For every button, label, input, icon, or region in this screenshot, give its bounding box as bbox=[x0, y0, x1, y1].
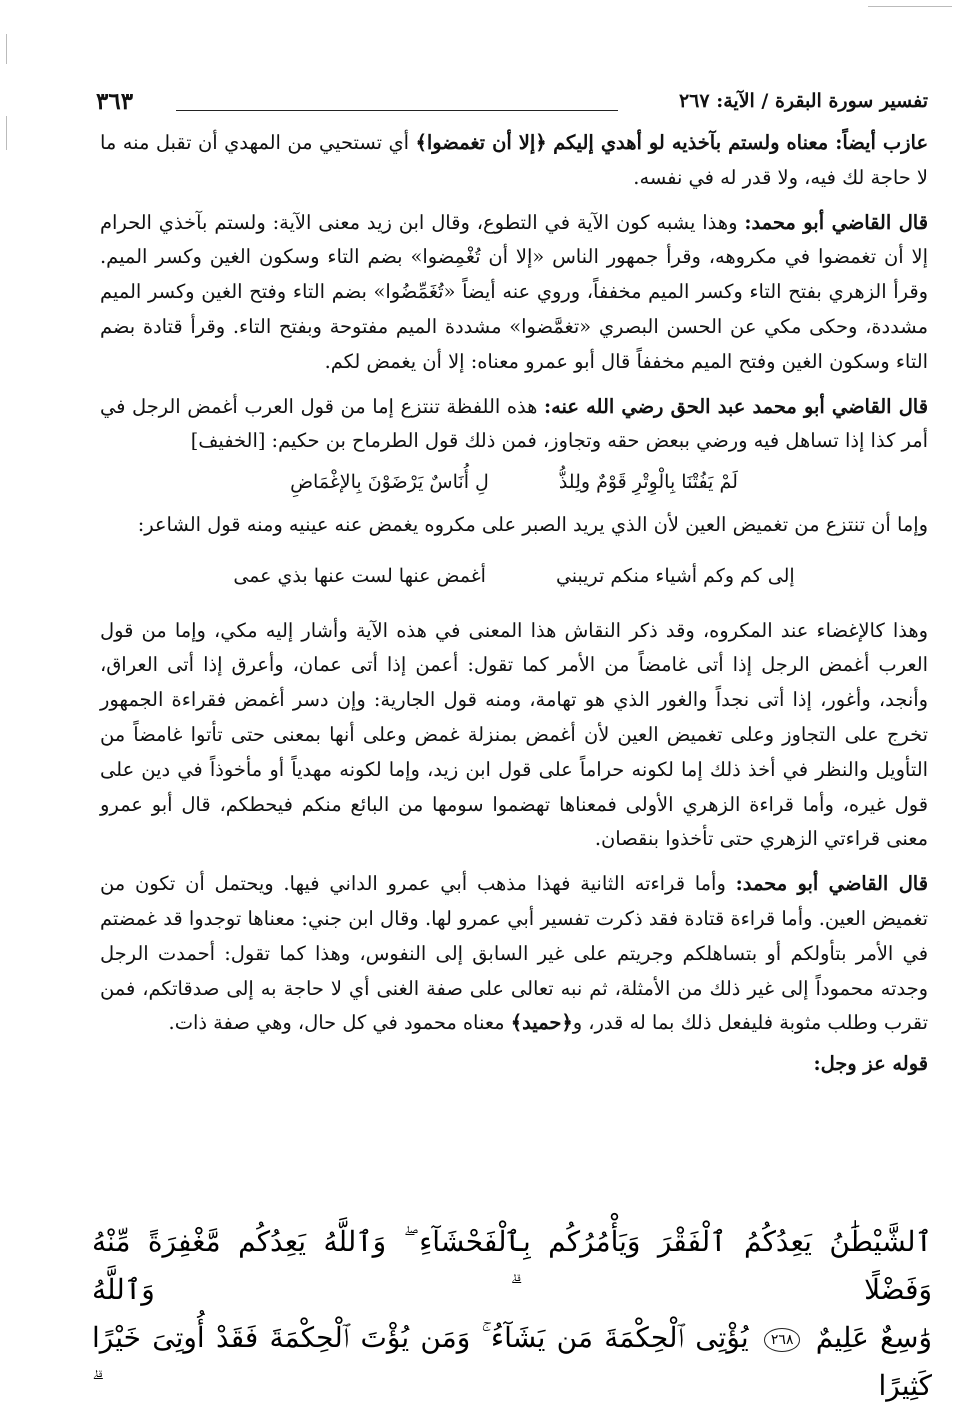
header-rule bbox=[176, 110, 618, 111]
page-number: ٣٦٣ bbox=[96, 88, 134, 115]
paragraph-7 bbox=[100, 1047, 928, 1082]
verse-1-hemistich-2: لِ أُنَاسٌ يَرْضَوْنَ بِالإغْمَاضِ bbox=[290, 471, 489, 494]
paragraph-4 bbox=[100, 508, 928, 543]
quran-line-2-end: يُؤْتِى ٱلْحِكْمَةَ مَن يَشَآءُ ۚ وَمَن يُؤْتَ ٱلْحِكْمَةَ فَقَدْ أُوتِىَ خَيْرًا كَثِيرًا ۗ bbox=[92, 1321, 932, 1402]
paragraph-5-text: وهذا كالإغضاء عند المكروه، وقد ذكر النقاش هذا المعنى في هذه الآية وأشار إليه مكي، وإما من قول العرب أغمض الرجل إذا أتى غامضاً من الأمر كما تقول: أعمن إذا أتى عمان، وأعرق إذا أتى العراق، وأنجد، وأغور، إذا أتى نجداً والغور الذي هو تهامة، ومنه قول الجارية: وإن دسر أغمض فقراءة الجمهور تخرج على التجاوز وعلى تغميض العين لأن أغمض بمنزلة غمض وعلى أنها بمعنى حتى تأتوا غامضاً من التأويل والنظر في أخذ ذلك إما لكونه حراماً على قول ابن زيد، وإما لكونه مهدياً أو مأخوذاً في دين على قول غيره، وأما قراءة الزهري الأولى فمعناها تهضموا سومها من البائع منكم فيحطكم، قال أبو عمرو معنى قراءتي الزهري حتى تأخذوا بنقصان. bbox=[100, 618, 928, 851]
running-title: تفسير سورة البقرة / الآية: ٢٦٧ bbox=[678, 90, 928, 112]
paragraph-6-text-a: وأما قراءته الثانية فهذا مذهب أبي عمرو الداني فيها. ويحتمل أن تكون من تغميض العين. وأما قراءة قتادة فقد ذكرت تفسير أبي عمرو لها. وقال ابن جني: معناها توجدوا قد غمضتم في الأمر بتأولكم أو بتساهلكم وجريتم على غير السابق إلى النفوس، وهذا كما تقول: أحمدت الرجل وجدته محموداً إلى غير ذلك من الأمثلة، ثم نبه تعالى على صفة الغنى أي لا حاجة به إلى صدقاتكم، فمن تقرب وطلب مثوبة فليفعل ذلك بما له قدر، و bbox=[100, 872, 928, 1035]
scan-edge-mark-left-2 bbox=[6, 116, 7, 150]
quran-quote: ﴿إلا أن تغمضوا﴾ bbox=[415, 131, 547, 154]
paragraph-5 bbox=[100, 614, 928, 858]
quran-line-2 bbox=[92, 1314, 932, 1410]
paragraph-3 bbox=[100, 390, 928, 460]
paragraph-3-heading: قال القاضي أبو محمد عبد الحق رضي الله عنه: bbox=[543, 394, 928, 418]
scan-edge-mark-left bbox=[6, 34, 7, 64]
paragraph-6-heading: قال القاضي أبو محمد: bbox=[735, 872, 928, 896]
paragraph-6 bbox=[100, 867, 928, 1041]
paragraph-3-text: هذه اللفظة تنتزع إما من قول العرب أغمض الرجل في أمر كذا إذا تساهل فيه ورضي ببعض حقه وتجاوز، فمن ذلك قول الطرماح بن حكيم: [الخفيف] bbox=[100, 394, 928, 453]
quran-line-2-start: وَٰسِعٌ عَلِيمٌ bbox=[815, 1321, 932, 1354]
paragraph-1 bbox=[100, 126, 928, 196]
quran-quote-hamid: ﴿حميد﴾ bbox=[510, 1011, 573, 1035]
paragraph-2 bbox=[100, 206, 928, 380]
page-header bbox=[96, 88, 928, 122]
verse-2-hemistich-1: إلى كم وكم أشياء منكم تريبني bbox=[555, 564, 795, 587]
paragraph-4-text: وإما أن تنتزع من تغميض العين لأن الذي يريد الصبر على مكروه يغمض عنه عينيه ومنه قول الشاعر: bbox=[137, 512, 928, 536]
verse-2-hemistich-2: أغمض عنها لست عنها بذي عمى bbox=[233, 564, 486, 587]
poetry-verse-1 bbox=[100, 465, 928, 500]
scan-edge-mark-top bbox=[868, 6, 952, 7]
quran-verse-block bbox=[92, 1218, 932, 1410]
ayah-number-marker: ٢٦٨ bbox=[764, 1328, 801, 1352]
commentary-body bbox=[100, 126, 928, 1088]
paragraph-1-text-b: أي تستحيي من المهدي أن تقبل منه ما لا حاجة لك فيه، ولا قدر له في نفسه. bbox=[100, 131, 928, 189]
poetry-verse-2 bbox=[100, 559, 928, 594]
paragraph-6-text-b: معناه محمود في كل حال، وهي صفة ذات. bbox=[168, 1011, 505, 1035]
paragraph-2-heading: قال القاضي أبو محمد: bbox=[744, 210, 928, 234]
verse-1-hemistich-1: لَمْ يَفُتْنَا بِالْوِتْرِ قَوْمٌ ولِلذُّ bbox=[558, 471, 738, 494]
quran-line-1: ٱلشَّيْطَٰنُ يَعِدُكُمُ ٱلْفَقْرَ وَيَأْمُرُكُم بِٱلْفَحْشَآءِ ۖ وَٱللَّهُ يَعِدُكُم مَّغْفِرَةً مِّنْهُ وَفَضْلًا ۗ وَٱللَّهُ bbox=[92, 1225, 932, 1306]
verse-intro: قوله عز وجل: bbox=[813, 1052, 928, 1076]
paragraph-1-text-a: عازب أيضاً: معناه ولستم بآخذيه لو أهدي إليكم bbox=[553, 131, 929, 154]
paragraph-2-text: وهذا يشبه كون الآية في التطوع، وقال ابن زيد معنى الآية: ولستم بآخذي الحرام إلا أن تغمضوا في مكروهه، وقرأ جمهور الناس «إلا أن تُغْمِضوا» بضم التاء وسكون الغين وكسر الميم. وقرأ الزهري بفتح التاء وكسر الميم مخففاً، وروي عنه أيضاً «تُغَمِّضُوا» بضم التاء وفتح الغين وكسر الميم مشددة، وحكى مكي عن الحسن البصري «تغمَّضوا» مشددة الميم مفتوحة وبفتح التاء. وقرأ قتادة بضم التاء وسكون الغين وفتح الميم مخففاً قال أبو عمرو معناه: إلا أن يغمض لكم. bbox=[100, 210, 928, 373]
